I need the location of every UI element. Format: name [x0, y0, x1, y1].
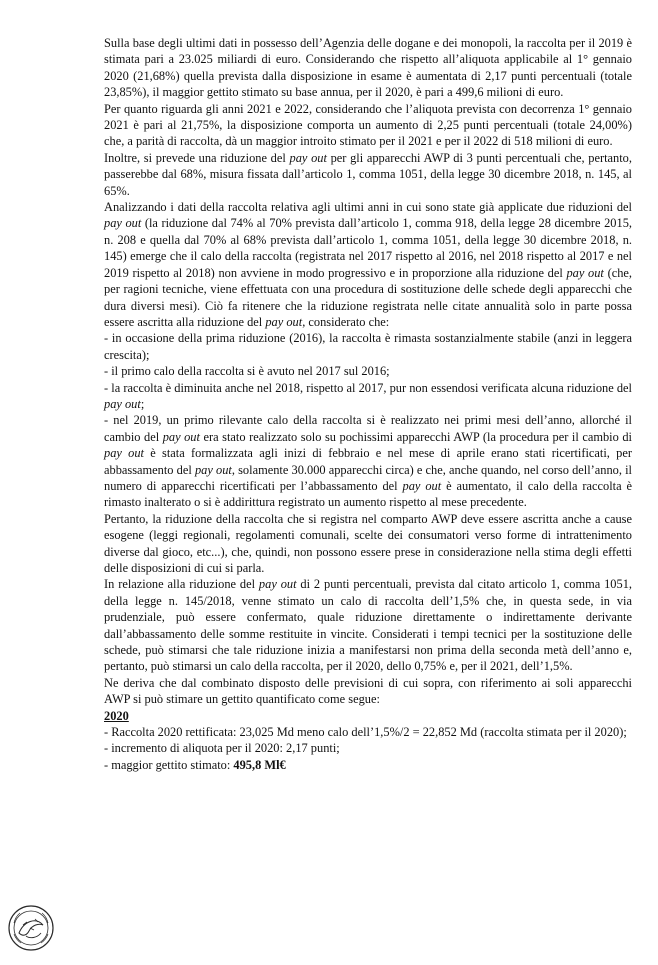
- paragraph-p6: [104, 363, 632, 379]
- italic-term: pay out: [104, 396, 141, 411]
- text-segment: (la riduzione dal 74% al 70% prevista dall’articolo 1, comma 918, della legge 28 dicembre 2015, n. 208 e quella dal 70% al 68% prevista dall’articolo 1, comma 1051, della legge 30 dicembre 2018, n. 145) emerge che il calo della raccolta (registrata nel 2017 rispetto al 2016, nel 2018 rispetto al 2017 e nel 2019 rispetto al 2018) non avviene in modo progressivo e in proporzione alla riduzione del: [104, 216, 632, 280]
- italic-term: pay out: [162, 429, 200, 444]
- paragraph-p1: [104, 35, 632, 101]
- text-segment: è aumentato, il calo della raccolta è rimasto inalterato o si è addirittura registrato un aumento rispetto al mese precedente.: [104, 478, 633, 510]
- item-maggior-gettito-value: 495,8 Ml€: [233, 757, 286, 772]
- text-segment: - la raccolta è diminuita anche nel 2018, rispetto al 2017, pur non essendosi verificata alcuna riduzione del: [104, 380, 632, 395]
- italic-term: pay out: [289, 150, 327, 165]
- paragraph-p2: [104, 101, 632, 150]
- paragraph-p3: [104, 150, 632, 199]
- paragraph-p5: [104, 330, 632, 363]
- text-segment: , considerato che:: [302, 314, 390, 329]
- item-raccolta: - Raccolta 2020 rettificata: 23,025 Md meno calo dell’1,5%/2 = 22,852 Md (raccolta stimata per il 2020);: [104, 725, 627, 740]
- official-seal-icon: [6, 903, 56, 953]
- text-segment: ;: [140, 396, 145, 411]
- italic-term: pay out: [265, 314, 303, 329]
- italic-term: pay out: [104, 446, 144, 461]
- paragraph-p4: [104, 199, 632, 330]
- text-segment: - nel 2019, un primo rilevante calo della raccolta si è realizzato nei primi mesi dell’anno, allorché il cambio del: [104, 413, 632, 444]
- italic-term: pay out: [258, 577, 297, 592]
- text-segment: Ne deriva che dal combinato disposto delle previsioni di cui sopra, con riferimento ai soli apparecchi AWP si può stimare un gettito quantificato come segue:: [104, 675, 632, 707]
- text-segment: In relazione alla riduzione del: [104, 577, 259, 592]
- text-segment: Per quanto riguarda gli anni 2021 e 2022, considerando che l’aliquota prevista con decorrenza 1° gennaio 2021 è pari al 21,75%, la disposizione comporta un aumento di 2,25 punti percentuali (totale 24,00%) che, a parità di raccolta, dà un maggior introito stimato per il 2021 e per il 2022 di 518 milioni di euro.: [104, 101, 632, 149]
- paragraph-p11: [104, 675, 632, 708]
- item-maggior-gettito-label: - maggior gettito stimato:: [104, 757, 234, 772]
- text-segment: (che, per ragioni tecniche, viene effettuata con una procedura di sostituzione delle schede degli apparecchi che dura diversi mesi). Ciò fa ritenere che la riduzione registrata nelle citate annualità solo in parte possa essere ascritta alla riduzione del: [104, 265, 632, 329]
- text-segment: - il primo calo della raccolta si è avuto nel 2017 sul 2016;: [104, 364, 390, 379]
- italic-term: pay out: [402, 478, 442, 493]
- paragraph-p9: [104, 511, 632, 577]
- text-segment: , solamente 30.000 apparecchi circa) e che, anche quando, nel corso dell’anno, il numero di apparecchi ricertificati per l’abbassamento del: [104, 462, 633, 493]
- paragraph-p8: [104, 412, 632, 510]
- italic-term: pay out: [566, 265, 604, 280]
- paragraph-container: [104, 35, 632, 708]
- text-segment: Sulla base degli ultimi dati in possesso dell’Agenzia delle dogane e dei monopoli, la raccolta per il 2019 è stimata pari a 23.025 miliardi di euro. Considerando che rispetto all’aliquota applicabile al 1° gennaio 2020 (21,68%) quella prevista dalla disposizione in esame è aumentata di 2,17 punti percentuali (totale 23,85%), il maggior gettito stimato su base annua, per il 2020, è pari a 499,6 milioni di euro.: [104, 36, 632, 100]
- paragraph-p10: [104, 576, 632, 674]
- text-segment: Pertanto, la riduzione della raccolta che si registra nel comparto AWP deve essere ascritta anche a cause esogene (leggi regionali, regolamenti comunali, scelte dei consumatori verso forme di intrattenimento diverse dal gioco, etc...), che, quindi, non possono essere prese in considerazione nella stima degli effetti delle disposizioni di cui si parla.: [104, 511, 632, 575]
- text-segment: Inoltre, si prevede una riduzione del: [104, 150, 290, 165]
- document-body: [104, 35, 632, 773]
- text-segment: era stato realizzato solo su pochissimi apparecchi AWP (la procedura per il cambio di: [199, 429, 632, 444]
- text-segment: per gli apparecchi AWP di 3 punti percentuali che, pertanto, passerebbe dal 68%, misura fissata dall’articolo 1, comma 1051, della legge 30 dicembre 2018, n. 145, al 65%.: [104, 150, 632, 198]
- item-maggior-gettito: [104, 757, 632, 773]
- italic-term: pay out: [194, 462, 232, 477]
- paragraph-p7: [104, 380, 632, 413]
- text-segment: di 2 punti percentuali, prevista dal citato articolo 1, comma 1051, della legge n. 145/2018, venne stimato un calo di raccolta dell’1,5% che, in questa sede, in via prudenziale, può essere confermato, quale riduzione direttamente o indirettamente derivante dall’abbassamento delle somme restituite in vincite. Considerati i tempi tecnici per la sostituzione delle schede, può stimarsi che tale riduzione inizia a manifestarsi non prima della seconda metà dell’anno e, pertanto, può stimarsi un calo della raccolta, per il 2020, dello 0,75% e, per il 2021, dell’1,5%.: [104, 577, 632, 674]
- section-heading-2020: 2020: [104, 708, 129, 723]
- text-segment: Analizzando i dati della raccolta relativa agli ultimi anni in cui sono state già applicate due riduzioni del: [104, 200, 632, 215]
- text-segment: è stata formalizzata agli inizi di febbraio e nel mese di aprile erano stati ricertificati, per abbassamento del: [104, 446, 632, 477]
- italic-term: pay out: [104, 216, 142, 231]
- item-incremento: - incremento di aliquota per il 2020: 2,17 punti;: [104, 741, 340, 756]
- text-segment: - in occasione della prima riduzione (2016), la raccolta è rimasta sostanzialmente stabile (anzi in leggera crescita);: [104, 331, 632, 362]
